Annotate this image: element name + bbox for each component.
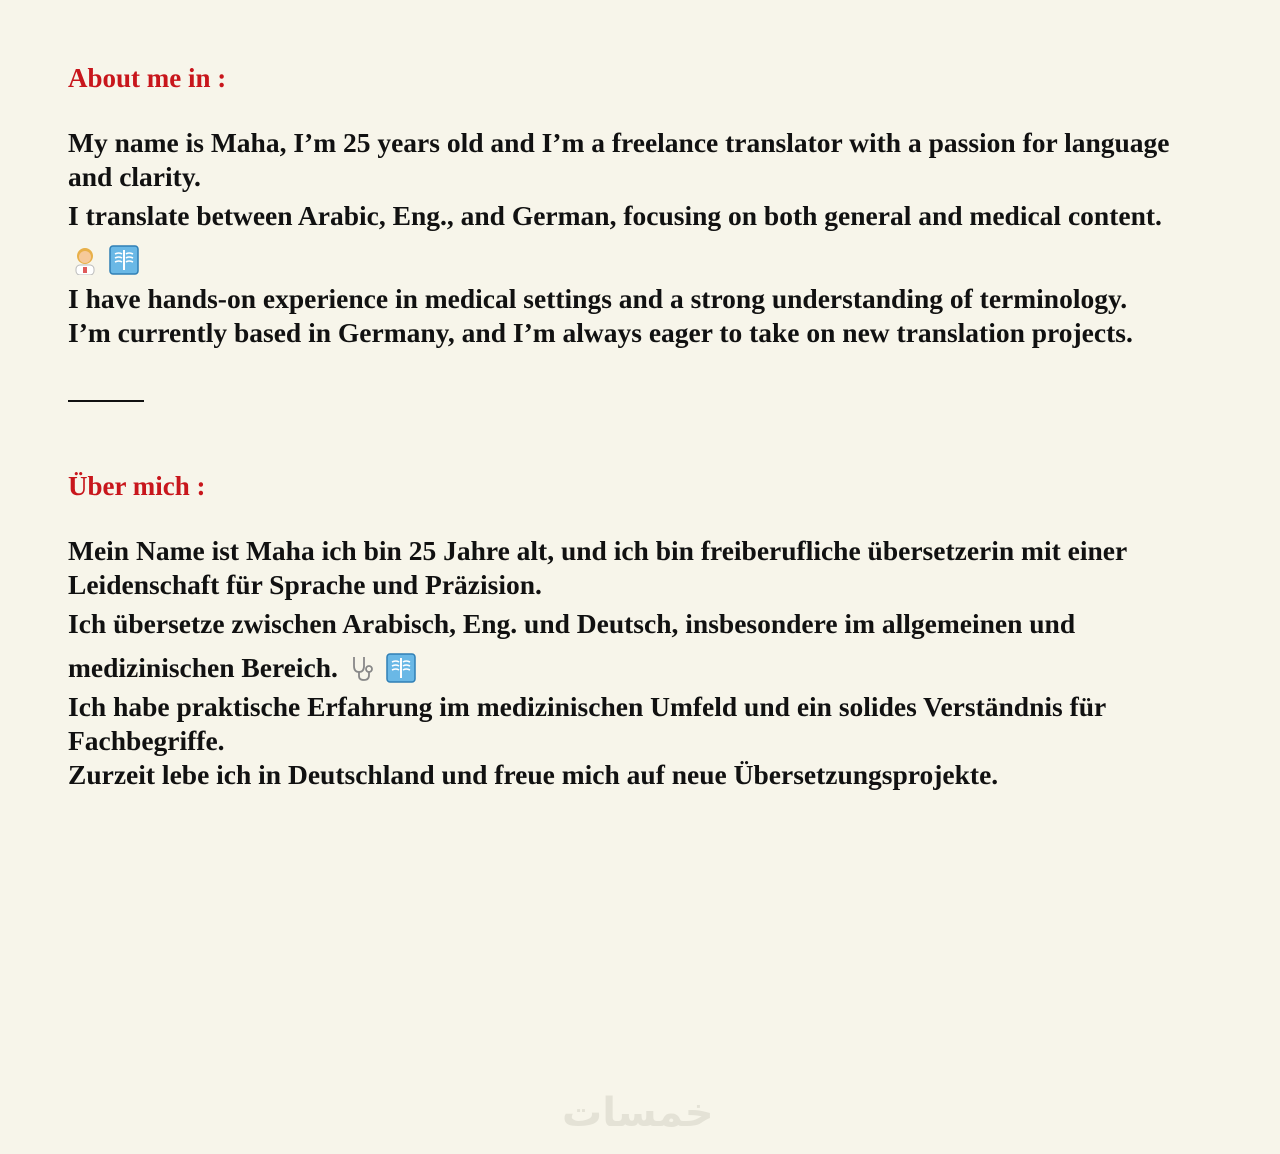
english-paragraph-4: I’m currently based in Germany, and I’m always eager to take on new translation projects. — [68, 317, 1133, 348]
x-ray-icon — [386, 653, 416, 683]
german-paragraph-2 — [68, 602, 1218, 690]
english-body — [68, 126, 1220, 350]
german-paragraph-4: Zurzeit lebe ich in Deutschland und freue mich auf neue Übersetzungsprojekte. — [68, 759, 999, 790]
woman-health-worker-icon — [70, 245, 100, 275]
english-paragraph-2-text: I translate between Arabic, Eng., and German, focusing on both general and medical content. — [68, 200, 1162, 231]
spacer — [68, 506, 1220, 534]
spacer — [68, 98, 1220, 126]
x-ray-icon — [109, 245, 139, 275]
section-divider-wrap — [68, 350, 1220, 466]
stethoscope-icon — [347, 653, 377, 683]
german-heading: Über mich : — [68, 471, 206, 501]
watermark-logo: خمسات — [562, 1090, 714, 1136]
section-divider — [68, 400, 144, 402]
german-paragraph-2-text: Ich übersetze zwischen Arabisch, Eng. und Deutsch, insbesondere im allgemeinen und medizinischen Bereich. — [68, 608, 1076, 683]
german-paragraph-1: Mein Name ist Maha ich bin 25 Jahre alt, und ich bin freiberufliche übersetzerin mit einer Leidenschaft für Sprache und Präzision. — [68, 535, 1127, 600]
english-heading: About me in : — [68, 63, 227, 93]
german-paragraph-3: Ich habe praktische Erfahrung im medizinischen Umfeld und ein solides Verständnis für Fachbegriffe. — [68, 691, 1106, 756]
english-paragraph-2 — [68, 194, 1168, 282]
english-paragraph-3: I have hands-on experience in medical settings and a strong understanding of terminology. — [68, 283, 1128, 314]
english-paragraph-1: My name is Maha, I’m 25 years old and I’m a freelance translator with a passion for language and clarity. — [68, 127, 1170, 192]
german-body — [68, 534, 1220, 792]
